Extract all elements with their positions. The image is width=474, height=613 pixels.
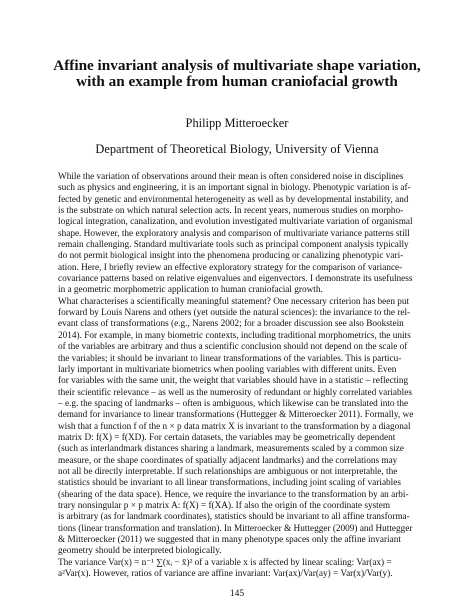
body-line: covariance patterns based on relative eigenvalues and eigenvectors. I demonstrate its usefulness <box>58 274 413 285</box>
body-line: The variance Var(x) = n⁻¹ ∑(xᵢ − x̄)² of a variable x is affected by linear scaling: Var(ax) = <box>58 557 392 568</box>
body-line: is the substrate on which natural selection acts. In recent years, numerous studies on morpho- <box>58 206 404 217</box>
body-line: of the variables are arbitrary and thus a scientific conclusion should not depend on the scale of <box>58 342 408 353</box>
body-line: (shearing of the data space). Hence, we require the invariance to the transformation by an arbi- <box>58 489 409 500</box>
page-number: 145 <box>229 589 245 599</box>
body-line: the variables; it should be invariant to linear transformations of the variables. This is particu- <box>58 353 402 364</box>
body-line: for variables with the same unit, the weight that variables should have in a statistic – reflecting <box>58 376 409 387</box>
body-line: do not permit biological insight into the phenomena producing or canalizing phenotypic vari- <box>58 251 404 262</box>
body-line: (such as interlandmark distances sharing a landmark, measurements scaled by a common size <box>58 444 404 455</box>
body-line: matrix D: f(X) = f(XD). For certain datasets, the variables may be geometrically dependent <box>58 432 396 443</box>
body-line: & Mitteroecker (2011) we suggested that in many phenotype spaces only the affine invariant <box>58 535 401 545</box>
paper-title: Affine invariant analysis of multivariate shape variation, with an example from human craniofacial growth <box>53 57 421 90</box>
body-line: shape. However, the exploratory analysis and comparison of multivariate variance patterns still <box>58 228 410 239</box>
body-line: What characterises a scientifically meaningful statement? One necessary criterion has been put <box>58 296 410 307</box>
body-line: forward by Louis Narens and others (yet outside the natural sciences): the invariance to the rel- <box>58 308 411 319</box>
body-line: is arbitrary (as for landmark coordinates), statistics should be invariant to all affine transforma- <box>58 512 410 523</box>
body-line: their scientific relevance – as well as the numerosity of redundant or highly correlated variables <box>58 387 412 398</box>
body-line: geometry should be interpreted biologically. <box>58 546 222 557</box>
body-line: logical integration, canalization, and evolution investigated multivariate variation of organismal <box>58 217 413 228</box>
body-line: tions (linear transformation and translation). In Mitteroecker & Huttegger (2009) and Huttegger <box>58 523 413 534</box>
body-line: wish that a function f of the n × p data matrix X is invariant to the transformation by a diagonal <box>58 421 411 432</box>
body-line: measure, or the shape coordinates of spatially adjacent landmarks) and the correlations may <box>58 455 398 466</box>
body-line: evant class of transformations (e.g., Narens 2002; for a broader discussion see also Bookstein <box>58 319 404 330</box>
abstract-body <box>58 172 417 580</box>
body-line: larly important in multivariate biometrics when pooling variables with different units. Even <box>58 364 397 375</box>
body-line: demand for invariance to linear transformations (Huttegger & Mitteroecker 2011). Formally, we <box>58 410 414 421</box>
body-line: 2014). For example, in many biometric contexts, including traditional morphometrics, the units <box>58 330 411 341</box>
body-line: While the variation of observations around their mean is often considered noise in disciplines <box>58 172 404 182</box>
body-line: remain challenging. Standard multivariate tools such as principal component analysis typically <box>58 240 409 251</box>
body-line: trary nonsingular p × p matrix A: f(X) = f(XA). If also the origin of the coordinate system <box>58 500 391 511</box>
body-line: in a geometric morphometric application to human craniofacial growth. <box>58 285 323 296</box>
author-affiliation: Department of Theoretical Biology, University of Vienna <box>95 142 379 156</box>
body-line: statistics should be invariant to all linear transformations, including joint scaling of variables <box>58 478 401 489</box>
body-line: a²Var(x). However, ratios of variance are affine invariant: Var(ax)/Var(ay) = Var(x)/Var(y). <box>58 569 393 580</box>
body-line: – e.g. the spacing of landmarks – often is ambiguous, which likewise can be translated into the <box>58 398 409 409</box>
body-line: such as physics and engineering, it is an important signal in biology. Phenotypic variation is af- <box>58 183 411 194</box>
author-name: Philipp Mitteroecker <box>185 116 289 130</box>
body-line: not all be directly interpretable. If such relationships are ambiguous or not interpretable, the <box>58 466 398 477</box>
body-line: fected by genetic and environmental heterogeneity as well as by developmental instability, and <box>58 194 409 205</box>
body-line: ation. Here, I briefly review an effective exploratory strategy for the comparison of variance- <box>58 262 403 273</box>
